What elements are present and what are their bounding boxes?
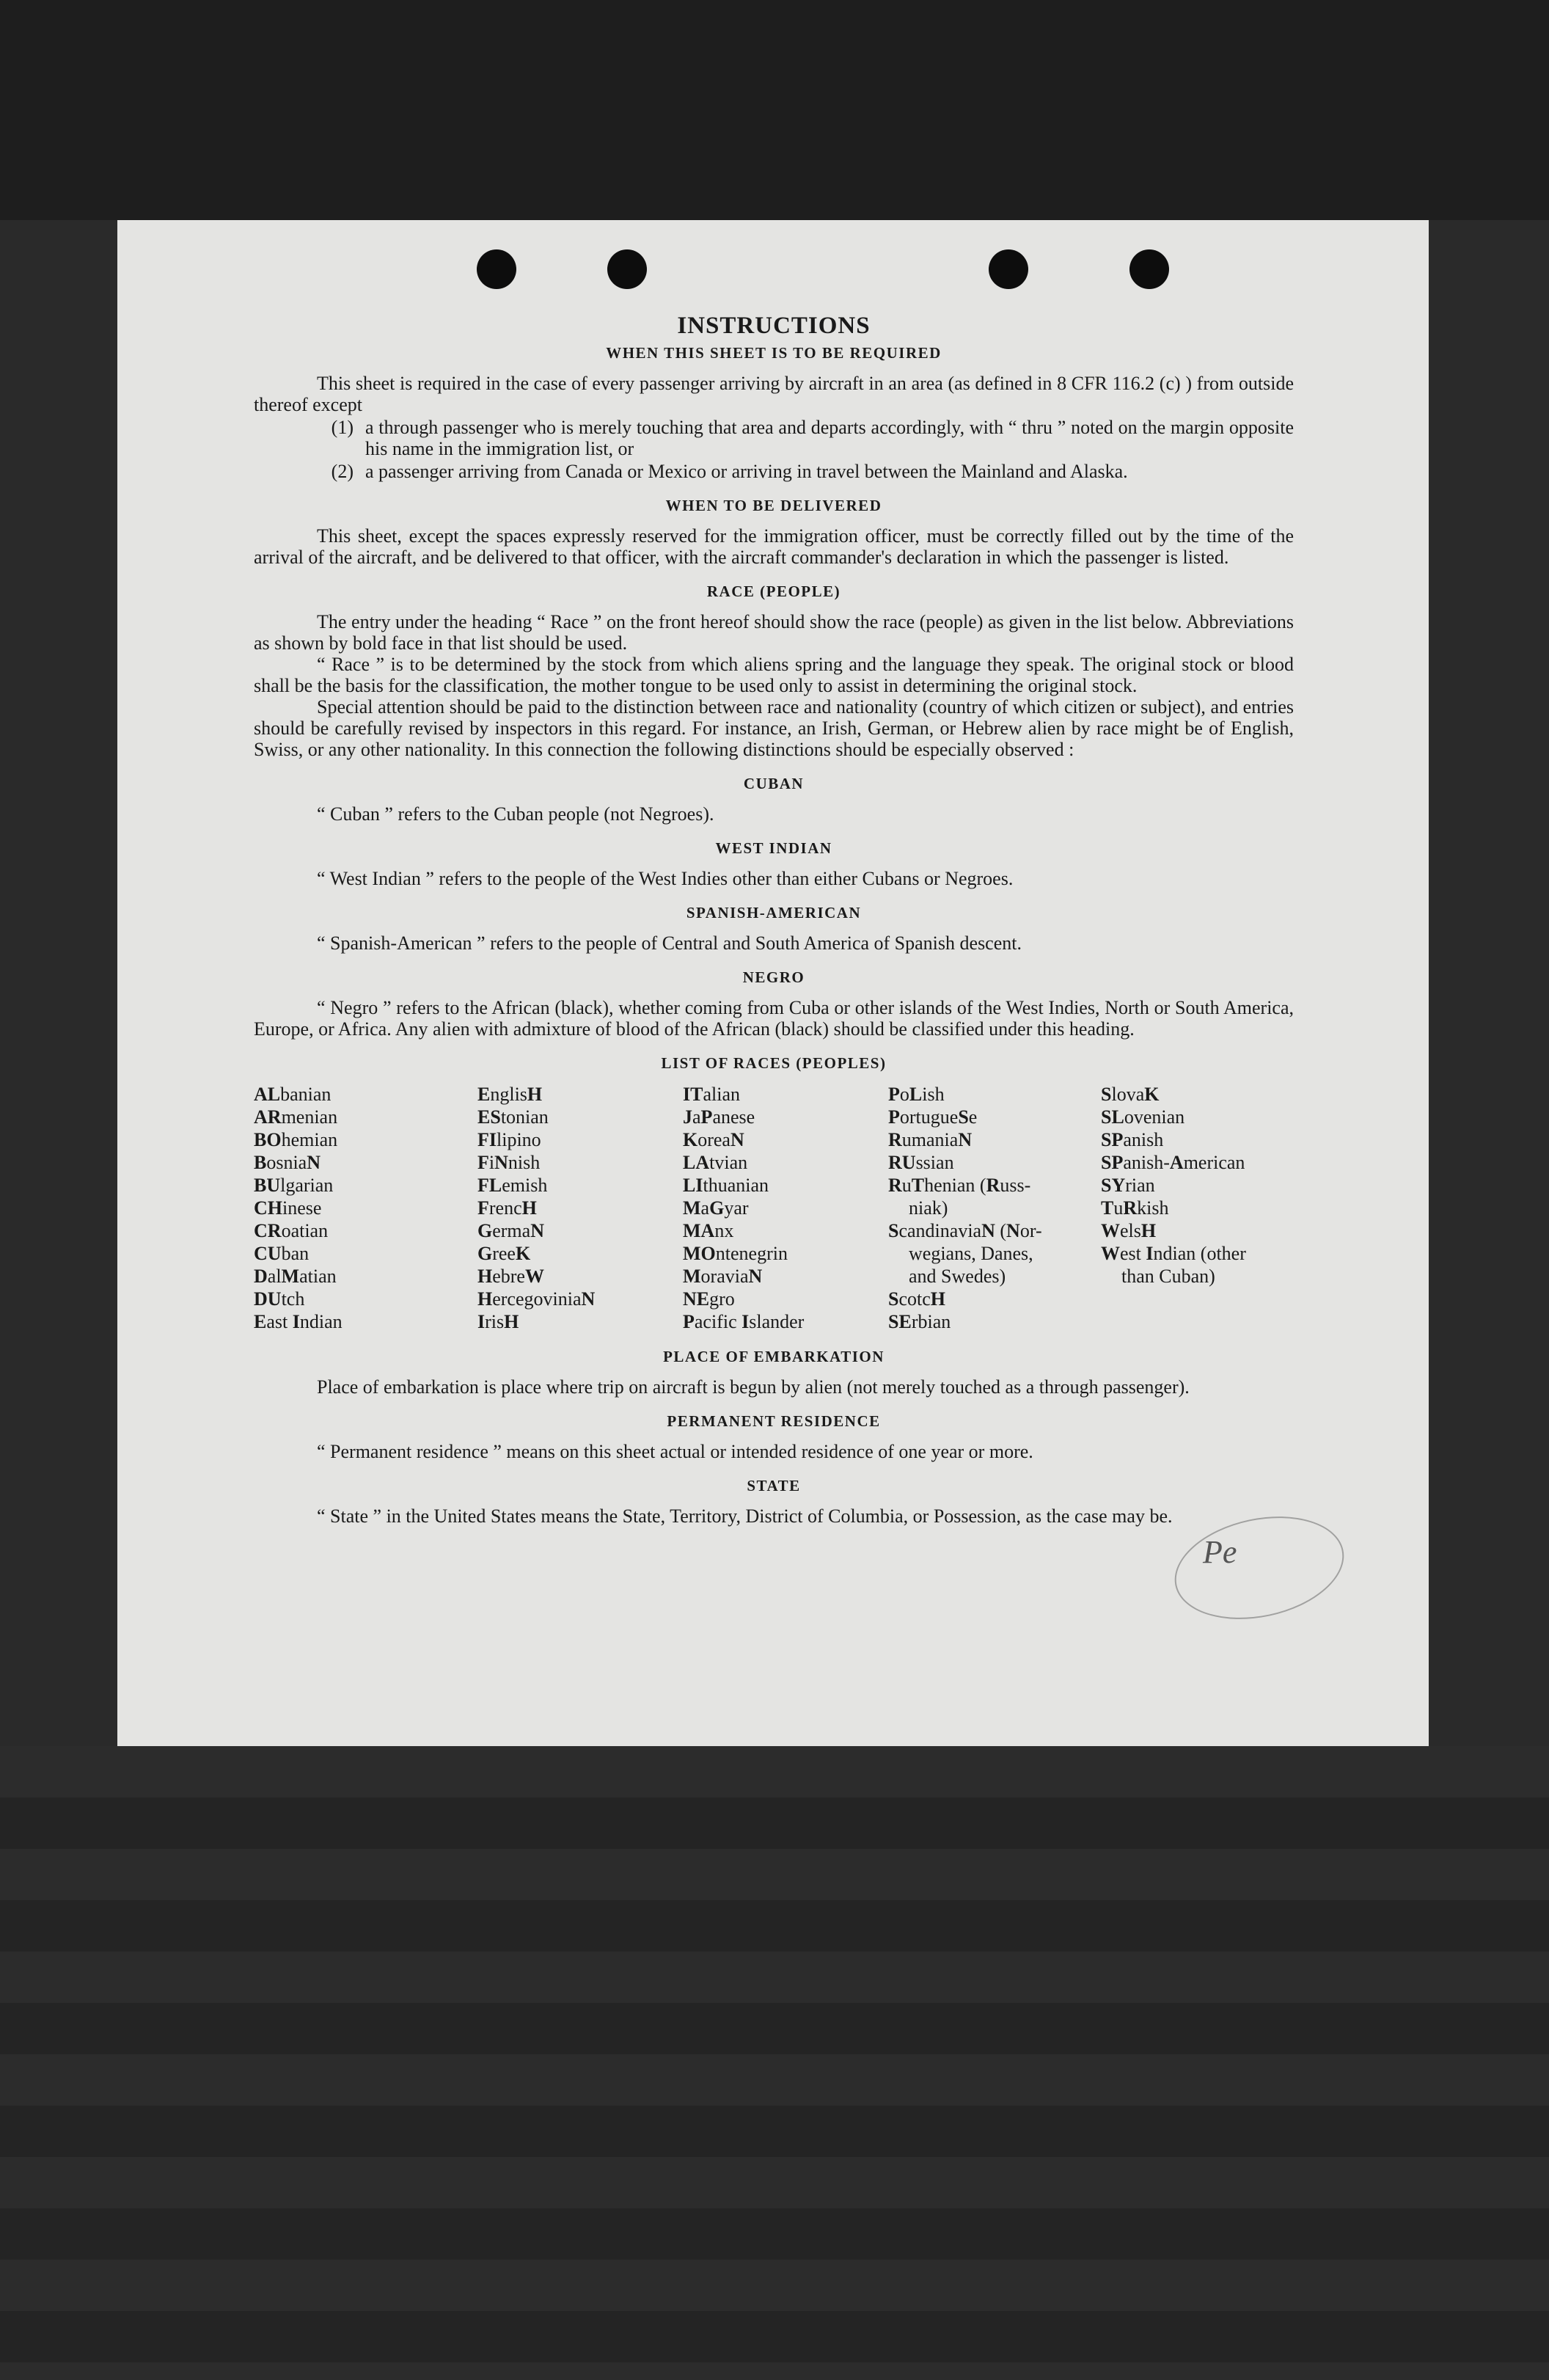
race-entry: CUban (254, 1243, 310, 1264)
race-column (888, 1083, 1101, 1333)
heading-permanent-residence: PERMANENT RESIDENCE (667, 1412, 881, 1430)
race-entry: RUssian (888, 1152, 954, 1173)
race-entry: SPanish-American (1101, 1152, 1245, 1173)
race-entry: GermaN (477, 1220, 544, 1241)
race-entry: wegians, Danes, (909, 1243, 1033, 1264)
race-entry: FIlipino (477, 1129, 541, 1150)
race-entry: NEgro (683, 1288, 735, 1310)
race-entry: CHinese (254, 1197, 322, 1219)
race-entry: TuRkish (1101, 1197, 1169, 1219)
negro-text: “ Negro ” refers to the African (black), whether coming from Cuba or other islands of the West Indies, North or South America, Europe, or Africa. Any alien with admixture of blood of the African (black) should be classified under this heading. (254, 997, 1294, 1040)
race-entry: MOntenegrin (683, 1243, 788, 1264)
race-entry: SPanish (1101, 1129, 1164, 1150)
exception-item (254, 461, 1294, 482)
race-entry: SlovaK (1101, 1084, 1160, 1105)
heading-place-of-embarkation: PLACE OF EMBARKATION (663, 1348, 885, 1365)
race-entry: BosniaN (254, 1152, 321, 1173)
race-entry: SErbian (888, 1311, 951, 1332)
heading-race: RACE (PEOPLE) (706, 583, 841, 600)
west-indian-text: “ West Indian ” refers to the people of the West Indies other than either Cubans or Negroes. (317, 868, 1014, 889)
race-entry: FLemish (477, 1175, 548, 1196)
race-entry: PortugueSe (888, 1106, 978, 1128)
race-column (1101, 1083, 1294, 1333)
embarkation-text: Place of embarkation is place where trip on aircraft is begun by alien (not merely touched as a through passenger). (317, 1376, 1190, 1398)
race-entry: HercegoviniaN (477, 1288, 596, 1310)
race-entry: WelsH (1101, 1220, 1157, 1241)
heading-west-indian: WEST INDIAN (715, 839, 832, 857)
race-entry: LAtvian (683, 1152, 748, 1173)
film-border-bottom (0, 1746, 1549, 2380)
heading-cuban: CUBAN (743, 775, 805, 792)
race-entry: DUtch (254, 1288, 305, 1310)
punch-hole (1129, 249, 1169, 289)
cuban-text: “ Cuban ” refers to the Cuban people (not Negroes). (317, 803, 714, 825)
stamp-mark: Pe (1203, 1534, 1237, 1570)
race-paragraph-3: Special attention should be paid to the distinction between race and nationality (country of which citizen or subject), and entries should be carefully revised by inspectors in this regard. For instance, an Irish, German, or Hebrew alien by race might be of English, Swiss, or any other nationality. In this connection the following distinctions should be especially observed : (254, 696, 1294, 760)
race-entry: RumaniaN (888, 1129, 973, 1150)
race-paragraph-2: “ Race ” is to be determined by the stock from which aliens spring and the language they speak. The original stock or blood shall be the basis for the classification, the mother tongue to be used only to assist in determining the original stock. (254, 654, 1294, 696)
exception-text: a through passenger who is merely touching that area and departs accordingly, with “ thru ” noted on the margin opposite his name in the immigration list, or (365, 417, 1294, 459)
race-entry: West Indian (other (1101, 1243, 1246, 1264)
race-entry: ALbanian (254, 1084, 332, 1105)
punch-hole (607, 249, 647, 289)
race-entry: MAnx (683, 1220, 734, 1241)
race-entry: KoreaN (683, 1129, 744, 1150)
heading-spanish-american: SPANISH-AMERICAN (686, 904, 862, 921)
heading-when-required: WHEN THIS SHEET IS TO BE REQUIRED (606, 344, 942, 362)
race-entry: JaPanese (683, 1106, 755, 1128)
race-column (254, 1083, 477, 1333)
race-entry: RuThenian (Russ- (888, 1175, 1031, 1196)
heading-negro: NEGRO (742, 968, 805, 986)
race-entry: ScandinaviaN (Nor- (888, 1220, 1042, 1241)
race-entry: CRoatian (254, 1220, 329, 1241)
race-entry: niak) (909, 1197, 948, 1219)
when-required-intro: This sheet is required in the case of every passenger arriving by aircraft in an area (as defined in 8 CFR 116.2 (c) ) from outside thereof except (254, 373, 1294, 415)
race-entry: DalMatian (254, 1266, 337, 1287)
race-entry: FiNnish (477, 1152, 541, 1173)
race-entry: ScotcH (888, 1288, 946, 1310)
residence-text: “ Permanent residence ” means on this sheet actual or intended residence of one year or more. (317, 1441, 1033, 1462)
race-entry: MaGyar (683, 1197, 749, 1219)
heading-when-delivered: WHEN TO BE DELIVERED (665, 497, 882, 514)
instructions-body (254, 315, 1294, 1527)
race-entry: BOhemian (254, 1129, 338, 1150)
race-entry: FrencH (477, 1197, 537, 1219)
race-entry: EStonian (477, 1106, 549, 1128)
race-entry: East Indian (254, 1311, 343, 1332)
heading-list-of-races: LIST OF RACES (PEOPLES) (661, 1054, 887, 1072)
race-entry: LIthuanian (683, 1175, 769, 1196)
race-entry: ITalian (683, 1084, 740, 1105)
race-column (683, 1083, 888, 1333)
heading-state: STATE (747, 1477, 801, 1494)
race-entry: Pacific Islander (683, 1311, 805, 1332)
exception-item (254, 417, 1294, 459)
race-entry: than Cuban) (1121, 1266, 1215, 1287)
race-entry: BUlgarian (254, 1175, 334, 1196)
race-entry: SYrian (1101, 1175, 1155, 1196)
race-entry: EnglisH (477, 1084, 543, 1105)
page-title: INSTRUCTIONS (677, 313, 871, 339)
race-entry: IrisH (477, 1311, 519, 1332)
exception-number: (1) (331, 417, 354, 438)
document-sheet (117, 220, 1429, 1746)
race-entry: PoLish (888, 1084, 945, 1105)
race-entry: HebreW (477, 1266, 544, 1287)
race-list (254, 1083, 1294, 1333)
punch-hole (989, 249, 1028, 289)
race-entry: MoraviaN (683, 1266, 763, 1287)
race-paragraph-1: The entry under the heading “ Race ” on the front hereof should show the race (people) as given in the list below. Abbreviations as shown by bold face in that list should be used. (254, 611, 1294, 654)
punch-hole (477, 249, 516, 289)
exception-number: (2) (331, 461, 354, 482)
race-entry: GreeK (477, 1243, 531, 1264)
race-entry: SLovenian (1101, 1106, 1185, 1128)
when-delivered-text: This sheet, except the spaces expressly reserved for the immigration officer, must be correctly filled out by the time of the arrival of the aircraft, and be delivered to that officer, with the aircraft commander's declaration in which the passenger is listed. (254, 525, 1294, 568)
film-border-top (0, 0, 1549, 220)
exception-text: a passenger arriving from Canada or Mexico or arriving in travel between the Mainland and Alaska. (365, 461, 1128, 482)
spanish-american-text: “ Spanish-American ” refers to the people of Central and South America of Spanish descent. (317, 932, 1022, 954)
race-entry: ARmenian (254, 1106, 338, 1128)
race-column (477, 1083, 683, 1333)
state-text: “ State ” in the United States means the State, Territory, District of Columbia, or Possession, as the case may be. (317, 1505, 1173, 1527)
race-entry: and Swedes) (909, 1266, 1006, 1287)
